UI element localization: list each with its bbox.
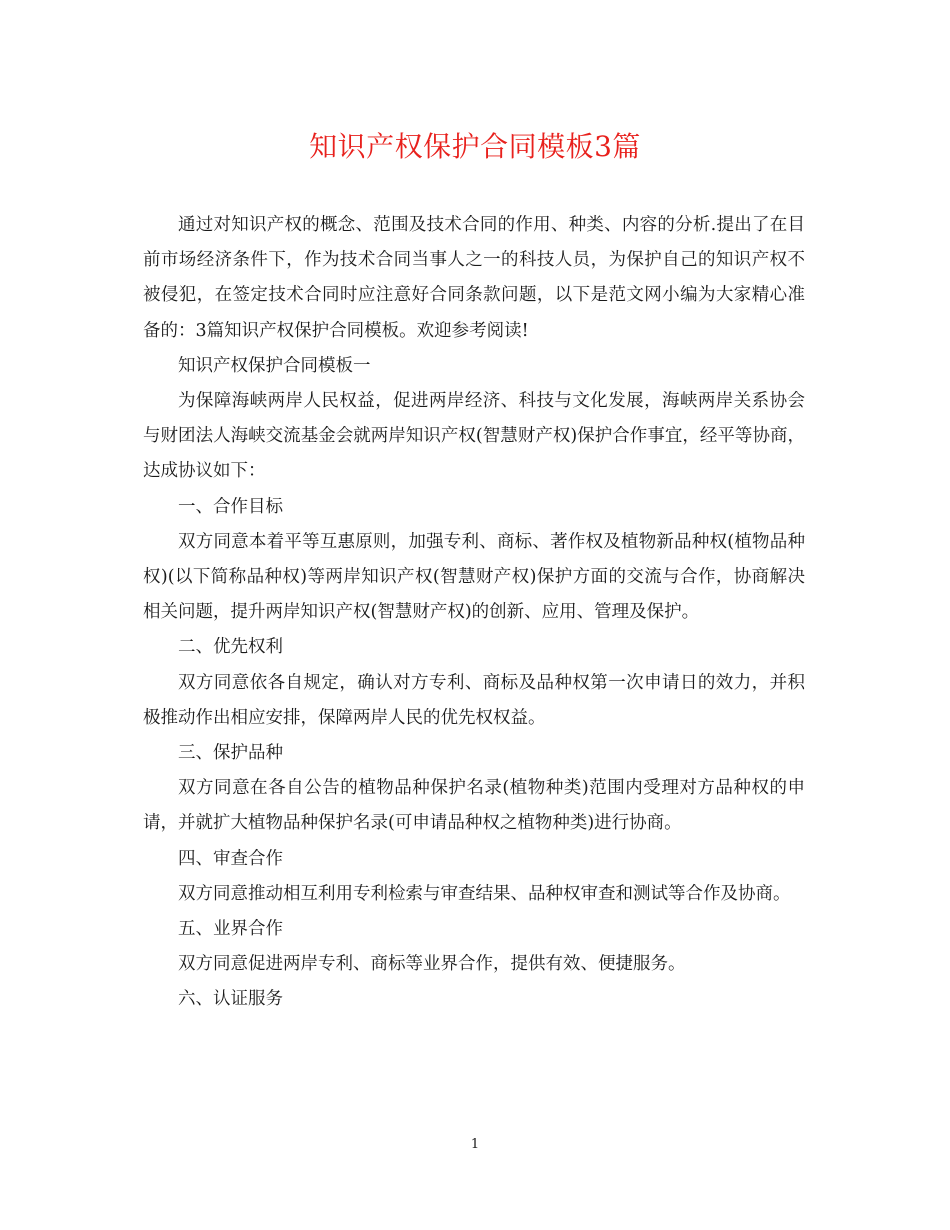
intro-paragraph: 通过对知识产权的概念、范围及技术合同的作用、种类、内容的分析.提出了在目前市场经济条件下，作为技术合同当事人之一的科技人员，为保护自己的知识产权不被侵犯，在签定技术合同时应注意好合同条款问题，以下是范文网小编为大家精心准备的：3篇知识产权保护合同模板。欢迎参考阅读! <box>143 215 805 341</box>
clause-heading-6: 六、认证服务 <box>178 989 283 1010</box>
clause-heading-1: 一、合作目标 <box>178 496 283 517</box>
page-number: 1 <box>470 1137 480 1152</box>
clause-body-5: 双方同意促进两岸专利、商标等业界合作，提供有效、便捷服务。 <box>178 954 686 975</box>
clause-body-3: 双方同意在各自公告的植物品种保护名录(植物种类)范围内受理对方品种权的申请，并就扩大植物品种保护名录(可申请品种权之植物种类)进行协商。 <box>143 778 805 834</box>
preamble-paragraph: 为保障海峡两岸人民权益，促进两岸经济、科技与文化发展，海峡两岸关系协会与财团法人海峡交流基金会就两岸知识产权(智慧财产权)保护合作事宜，经平等协商，达成协议如下： <box>143 391 805 482</box>
clause-body-2: 双方同意依各自规定，确认对方专利、商标及品种权第一次申请日的效力，并积极推动作出相应安排，保障两岸人民的优先权权益。 <box>143 672 805 728</box>
document-body <box>143 208 805 1018</box>
clause-heading-3: 三、保护品种 <box>178 743 283 764</box>
clause-body-4: 双方同意推动相互利用专利检索与审查结果、品种权审查和测试等合作及协商。 <box>178 883 791 904</box>
section-heading-template-one: 知识产权保护合同模板一 <box>178 355 371 376</box>
clause-heading-2: 二、优先权利 <box>178 637 283 658</box>
document-title: 知识产权保护合同模板3篇 <box>309 130 641 163</box>
clause-heading-4: 四、审查合作 <box>178 848 283 869</box>
clause-heading-5: 五、业界合作 <box>178 919 283 940</box>
clause-body-1: 双方同意本着平等互惠原则，加强专利、商标、著作权及植物新品种权(植物品种权)(以下简称品种权)等两岸知识产权(智慧财产权)保护方面的交流与合作，协商解决相关问题，提升两岸知识产权(智慧财产权)的创新、应用、管理及保护。 <box>143 531 805 623</box>
